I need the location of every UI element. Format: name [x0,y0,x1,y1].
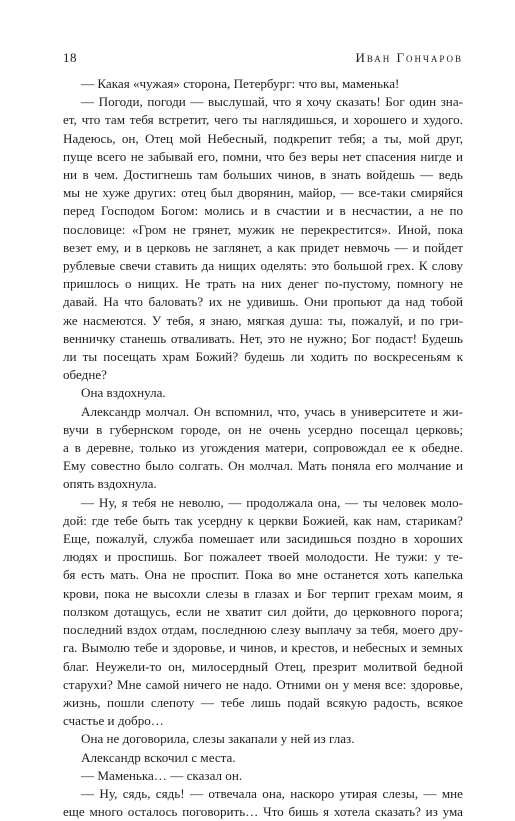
text-line: пришлось о нищих. Не трать на них денег по-пустому, помногу не [63,276,463,292]
text-line: ни в чем. Достигнешь там больших чинов, в знать войдешь — ведь [63,167,463,183]
text-line: Она не договорила, слезы закапали у ней из глаз. [81,731,355,747]
text-line: — Маменька… — сказал он. [81,767,243,783]
text-line: Она вздохнула. [81,385,166,401]
text-line: рублевые свечи ставить да нищих оделять: это большой грех. К слову [63,258,463,274]
text-line: Надеюсь, он, Отец мой Небесный, подкрепит тебя; а ты, мой друг, [63,130,463,146]
text-line: людях и проспишь. Бог пожалеет твоей молодости. Не тужи: у те- [63,549,463,565]
text-line: последний вздох отдам, последнюю слезу выплачу за тебя, моего дру- [63,622,463,638]
text-line: благ. Неужели-то он, милосердный Отец, презрит молитвой бедной [63,658,463,674]
text-line: еще много осталось поговорить… Что бишь я хотела сказать? из ума [63,804,463,820]
text-line: Александр молчал. Он вспомнил, что, учась в университете и жи- [81,403,463,419]
text-line: перед Господом Богом: молись и в счастии и в несчастии, а не по [63,203,463,219]
text-line: опять вздохнула. [63,476,157,492]
text-line: везет ему, и в церковь не заглянет, а как придет невмочь — и пойдет [63,239,463,255]
text-line: старухи? Мне самой ничего не надо. Отними он у меня все: здоровье, [63,676,463,692]
text-line: ет, что там тебя встретит, чего ты наглядишься, и хорошего и худого. [63,112,463,128]
text-line: — Погоди, погоди — выслушай, что я хочу сказать! Бог один зна- [81,94,463,110]
text-line: же насмеются. У тебя, я знаю, мягкая душа: ты, пожалуй, и по гри- [63,312,463,328]
page-number: 18 [63,50,77,65]
text-line: крови, пока не высохли слезы в глазах и Бог терпит грехам моим, я [63,585,463,601]
text-line: а в деревне, только из угождения матери, сопровождал ее к обедне. [63,440,463,456]
text-line: бя есть мать. Она не проспит. Пока во мне останется хоть капелька [63,567,463,583]
text-line: — Ну, я тебя не неволю, — продолжала она, — ты человек моло- [81,494,463,510]
text-line: ползком дотащусь, если не хватит сил дойти, до церковного порога; [63,603,463,619]
text-line: обедне? [63,367,107,383]
text-line: вучи в губернском городе, он не очень усердно посещал церковь; [63,421,463,437]
body-text [63,75,463,821]
text-line: пословице: «Гром не грянет, мужик не перекрестится». Иной, пока [63,221,463,237]
text-line: мы не хуже других: отец был дворянин, майор, — все-таки смиряйся [63,185,463,201]
text-line: счастье и добро… [63,713,164,729]
text-line: пуще всего не забывай его, помни, что без веры нет спасения нигде и [63,148,463,164]
text-line: Еще, пожалуй, служба помешает или засидишься поздно в хороших [63,531,463,547]
text-line: венничку станешь отваливать. Нет, это не нужно; Бог подаст! Будешь [63,330,463,346]
text-line: — Какая «чужая» сторона, Петербург: что вы, маменька! [81,76,400,91]
text-line: Ему совестно было солгать. Он молчал. Мать поняла его молчание и [63,458,463,474]
text-line: жизнь, пошли слепоту — тебе лишь подай всякую радость, всякое [63,694,463,710]
text-line: Александр вскочил с места. [81,749,236,765]
text-line: ли ты посещать храм Божий? будешь ли ходить по воскресеньям к [63,349,463,365]
running-head [63,50,463,66]
running-head-author: Иван Гончаров [355,50,463,65]
text-line: давай. На что баловать? их не удивишь. Они пропьют да над тобой [63,294,463,310]
text-line: га. Вымолю тебе и здоровье, и чинов, и крестов, и небесных и земных [63,640,463,656]
book-page [63,50,463,821]
text-line: дой: где тебе быть так усердну к церкви Божией, как нам, старикам? [63,512,463,528]
text-line: — Ну, сядь, сядь! — отвечала она, наскоро утирая слезы, — мне [81,785,463,801]
